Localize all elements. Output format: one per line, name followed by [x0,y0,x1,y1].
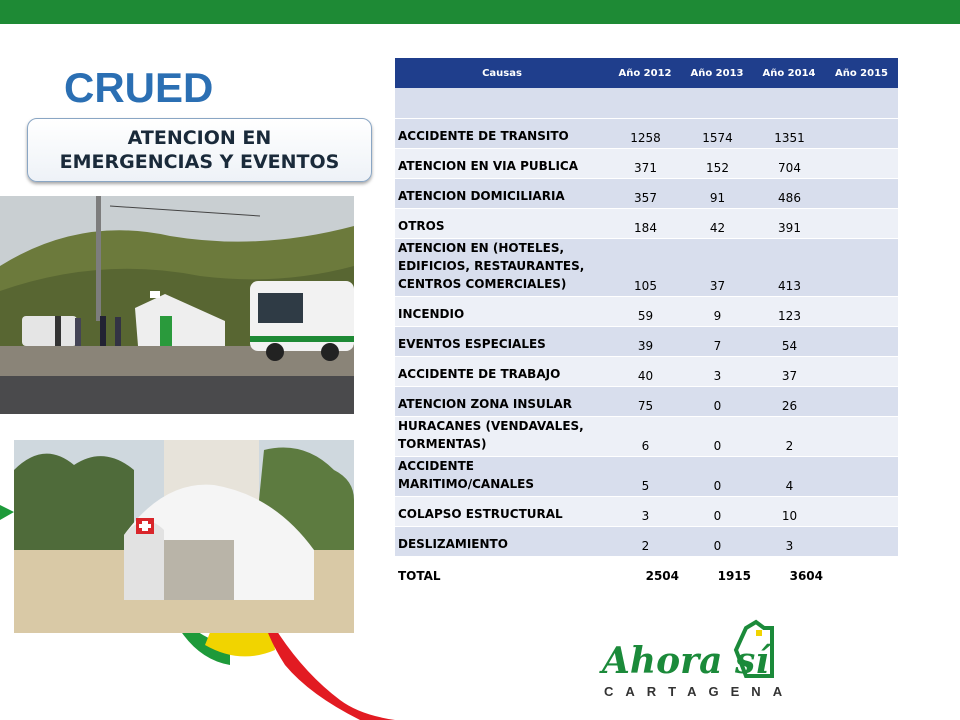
cause-cell: ATENCION EN (HOTELES, EDIFICIOS, RESTAURANTES, CENTROS COMERCIALES) [395,238,609,296]
value-2014-cell: 2 [753,416,825,456]
value-2015-cell [825,178,898,208]
value-2013-cell: 91 [681,178,753,208]
value-2015-cell [825,208,898,238]
value-2013-cell: 0 [681,386,753,416]
cause-cell: INCENDIO [395,296,609,326]
value-2013-cell: 9 [681,296,753,326]
table-row [395,456,898,496]
subtitle-box [27,118,372,182]
table-row [395,118,898,148]
table-row [395,178,898,208]
cause-cell: ATENCION ZONA INSULAR [395,386,609,416]
beach-tent-photo [14,440,354,633]
value-2015-cell [825,296,898,326]
table-header-row [395,58,898,88]
table-row [395,296,898,326]
column-header: Año 2013 [681,58,753,88]
value-2013-cell: 37 [681,238,753,296]
value-2015-cell [825,118,898,148]
cause-cell: ACCIDENTE MARITIMO/CANALES [395,456,609,496]
value-2015-cell [825,526,898,556]
value-2012-cell: 184 [609,208,681,238]
table-row [395,496,898,526]
value-2015-cell [825,148,898,178]
cause-cell: EVENTOS ESPECIALES [395,326,609,356]
value-2012-cell: 75 [609,386,681,416]
value-2013-cell: 42 [681,208,753,238]
cause-cell: ACCIDENTE DE TRABAJO [395,356,609,386]
column-header: Causas [395,58,609,88]
value-2012-cell: 371 [609,148,681,178]
ambulance-photo [0,196,354,414]
cause-cell: ACCIDENTE DE TRANSITO [395,118,609,148]
value-2015-cell [825,356,898,386]
table-row [395,386,898,416]
value-2014-cell: 391 [753,208,825,238]
total-2012: 2504 [609,556,681,586]
value-2012-cell: 5 [609,456,681,496]
value-2012-cell: 3 [609,496,681,526]
cause-cell: COLAPSO ESTRUCTURAL [395,496,609,526]
table-row [395,526,898,556]
value-2012-cell: 105 [609,238,681,296]
value-2013-cell: 3 [681,356,753,386]
value-2014-cell: 10 [753,496,825,526]
value-2014-cell: 123 [753,296,825,326]
value-2015-cell [825,386,898,416]
table-row [395,416,898,456]
value-2013-cell: 0 [681,526,753,556]
table-row-blank [395,88,898,118]
value-2012-cell: 357 [609,178,681,208]
value-2013-cell: 0 [681,456,753,496]
value-2013-cell: 1574 [681,118,753,148]
value-2015-cell [825,326,898,356]
value-2015-cell [825,416,898,456]
value-2012-cell: 40 [609,356,681,386]
value-2012-cell: 2 [609,526,681,556]
causes-table [395,58,898,587]
value-2012-cell: 59 [609,296,681,326]
total-row [395,556,898,586]
value-2014-cell: 26 [753,386,825,416]
cause-cell: OTROS [395,208,609,238]
cause-cell: ATENCION EN VIA PUBLICA [395,148,609,178]
value-2014-cell: 54 [753,326,825,356]
value-2013-cell: 7 [681,326,753,356]
value-2014-cell: 486 [753,178,825,208]
subtitle-line-2: EMERGENCIAS Y EVENTOS [59,151,340,173]
value-2014-cell: 37 [753,356,825,386]
value-2014-cell: 704 [753,148,825,178]
page-title: CRUED [64,64,214,111]
column-header: Año 2014 [753,58,825,88]
value-2013-cell: 152 [681,148,753,178]
logo-script: Ahora sí [602,640,769,682]
value-2012-cell: 6 [609,416,681,456]
value-2015-cell [825,496,898,526]
value-2015-cell [825,456,898,496]
top-green-bar [0,0,960,24]
value-2014-cell: 413 [753,238,825,296]
value-2012-cell: 1258 [609,118,681,148]
value-2013-cell: 0 [681,496,753,526]
table-row [395,326,898,356]
total-2013: 1915 [681,556,753,586]
column-header: Año 2015 [825,58,898,88]
column-header: Año 2012 [609,58,681,88]
value-2014-cell: 3 [753,526,825,556]
cause-cell: HURACANES (VENDAVALES, TORMENTAS) [395,416,609,456]
table-row [395,148,898,178]
cause-cell: DESLIZAMIENTO [395,526,609,556]
subtitle-line-1: ATENCION EN [127,127,272,149]
cause-cell: ATENCION DOMICILIARIA [395,178,609,208]
table-row [395,208,898,238]
value-2014-cell: 4 [753,456,825,496]
table-row [395,238,898,296]
total-2014: 3604 [753,556,825,586]
value-2014-cell: 1351 [753,118,825,148]
value-2015-cell [825,238,898,296]
table-row [395,356,898,386]
value-2013-cell: 0 [681,416,753,456]
logo-subtitle: CARTAGENA [604,684,795,699]
value-2012-cell: 39 [609,326,681,356]
total-label: TOTAL [395,556,609,586]
